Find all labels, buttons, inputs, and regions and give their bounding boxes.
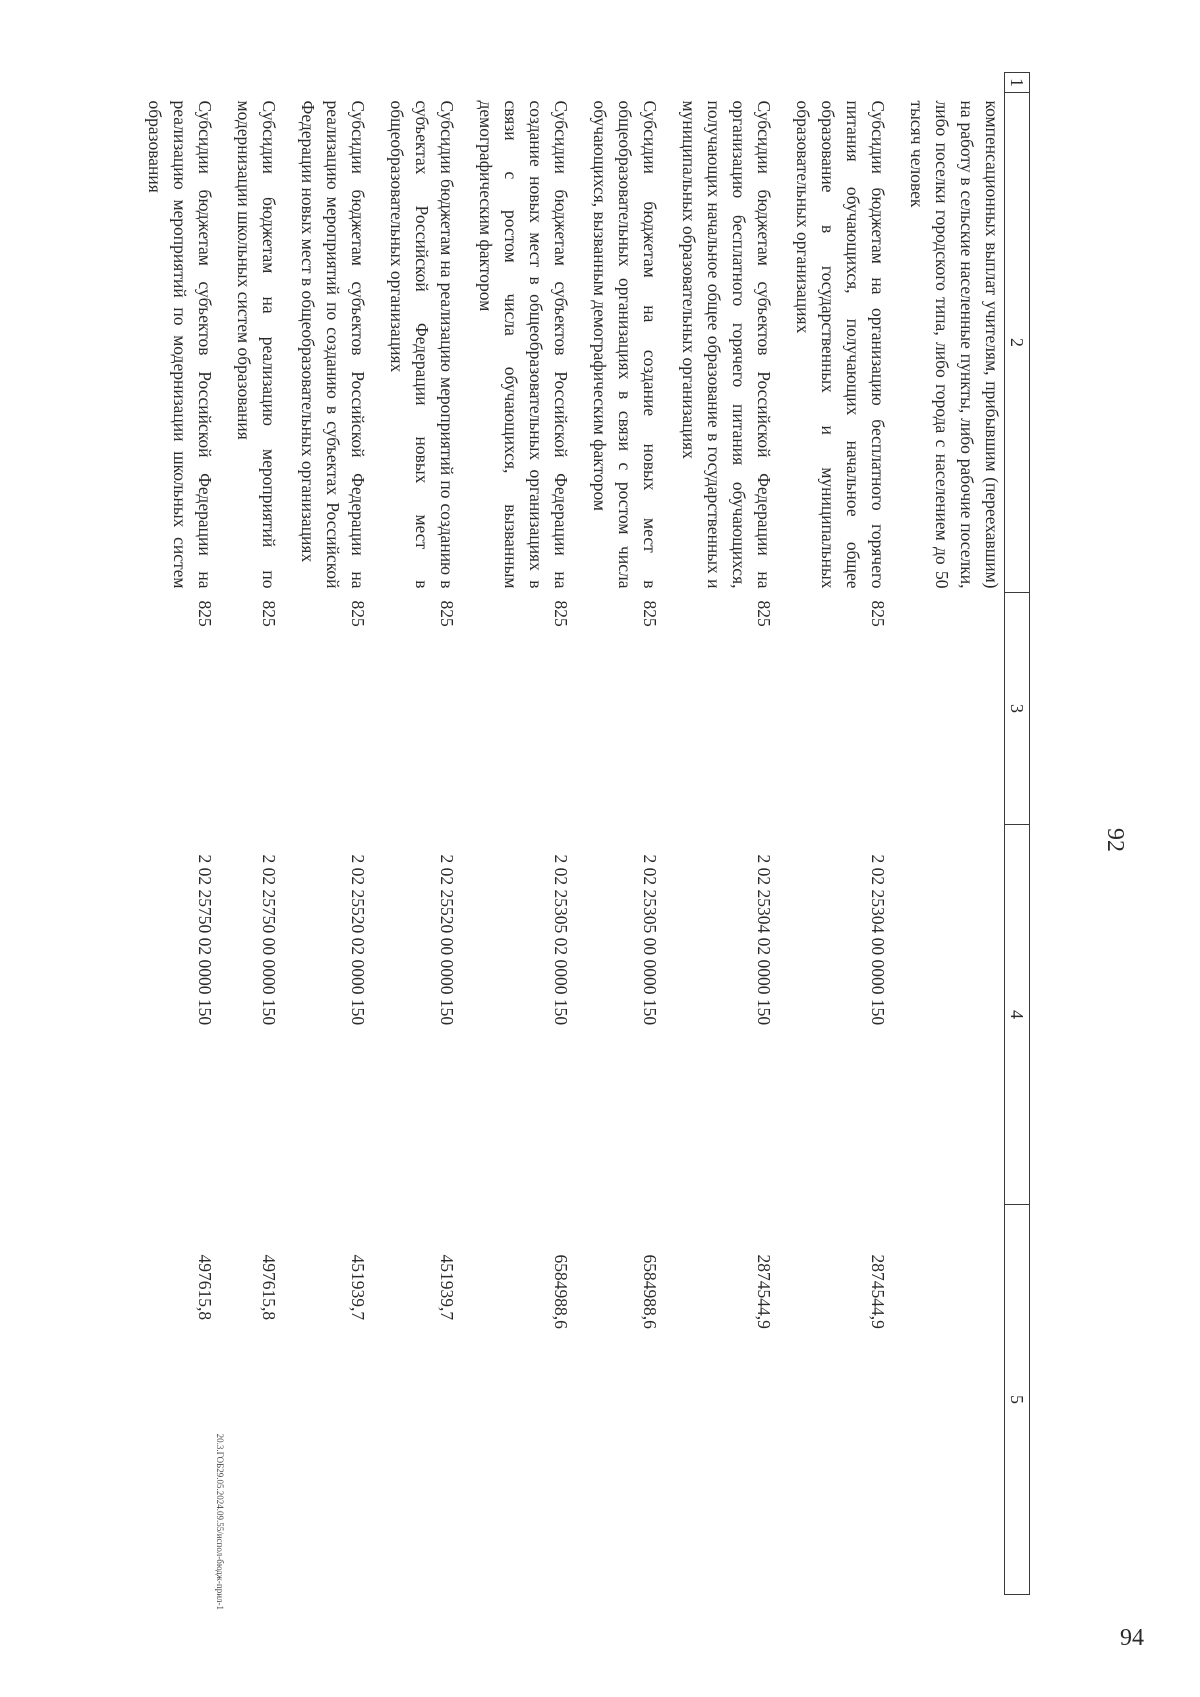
row-amount: 6584988,6 [640, 1254, 660, 1329]
row-index-cell [776, 73, 890, 93]
row-index-cell [128, 73, 217, 93]
row-amount: 497615,8 [195, 1254, 215, 1321]
row-description: Субсидии бюджетам на организацию бесплатного горячего питания обучающихся, получающих начальное общее образование в государственных и муниципальных образовательных организациях [793, 100, 888, 589]
table-row [128, 73, 217, 1595]
row-description: Субсидии бюджетам на реализацию мероприятий по созданию в субъектах Российской Федерации новых мест в общеобразовательных организациях [387, 100, 457, 589]
row-code: 825 [551, 600, 571, 627]
row-amount: 497615,8 [259, 1254, 279, 1321]
table-header-row [1005, 73, 1030, 1595]
header-col-5: 5 [1005, 1205, 1030, 1595]
header-col-3: 3 [1005, 593, 1030, 825]
row-kbk: 2 02 25750 00 0000 150 [259, 854, 279, 1026]
budget-table [128, 72, 1030, 1595]
row-index-cell [662, 73, 776, 93]
header-col-4: 4 [1005, 825, 1030, 1205]
row-kbk: 2 02 25750 02 0000 150 [195, 854, 215, 1026]
row-code: 825 [259, 600, 279, 627]
row-description: Субсидии бюджетам субъектов Российской Федерации на создание новых мест в общеобразовательных организациях в связи с ростом числа обучающихся, вызванным демографическим фактором [476, 100, 571, 589]
footer-stamp: 20.3.ГОБ29.05.2024.09.55/испол-бюдж-прил-1 [215, 1433, 225, 1610]
table-row [217, 73, 281, 1595]
row-kbk: 2 02 25520 02 0000 150 [348, 854, 368, 1026]
row-index-cell [573, 73, 662, 93]
row-description: Субсидии бюджетам субъектов Российской Федерации на реализацию мероприятий по созданию в субъектах Российской Федерации новых мест в общеобразовательных организациях [298, 100, 368, 589]
table-row [281, 73, 370, 1595]
table-row [459, 73, 573, 1595]
row-amount: 2874544,9 [868, 1254, 888, 1329]
row-kbk: 2 02 25305 02 0000 150 [551, 854, 571, 1026]
row-index-cell [217, 73, 281, 93]
row-code: 825 [868, 600, 888, 627]
row-amount [890, 1205, 1005, 1595]
row-code: 825 [195, 600, 215, 627]
row-description: Субсидии бюджетам на создание новых мест в общеобразовательных организациях в связи с ростом числа обучающихся, вызванным демографическим фактором [590, 100, 660, 589]
row-kbk: 2 02 25304 00 0000 150 [868, 854, 888, 1026]
row-code: 825 [640, 600, 660, 627]
table-row [662, 73, 776, 1595]
row-code: 825 [348, 600, 368, 627]
header-col-2: 2 [1005, 93, 1030, 593]
row-amount: 451939,7 [437, 1254, 457, 1321]
row-kbk: 2 02 25520 00 0000 150 [437, 854, 457, 1026]
row-code [890, 593, 1005, 825]
table-row [370, 73, 459, 1595]
row-description: компенсационных выплат учителям, прибывшим (переехавшим) на работу в сельские населенные пункты, либо рабочие поселки, либо поселки городского типа, либо города с населением до 50 тысяч человек [907, 100, 1002, 589]
row-kbk: 2 02 25305 00 0000 150 [640, 854, 660, 1026]
row-amount: 451939,7 [348, 1254, 368, 1321]
table-row [890, 73, 1005, 1595]
table-row [776, 73, 890, 1595]
row-index-cell [281, 73, 370, 93]
rotated-page [145, 60, 1150, 1620]
sheet-number: 94 [1120, 1625, 1144, 1651]
row-code: 825 [754, 600, 774, 627]
row-kbk [890, 825, 1005, 1205]
row-kbk: 2 02 25304 02 0000 150 [754, 854, 774, 1026]
row-amount: 2874544,9 [754, 1254, 774, 1329]
page-number: 92 [1102, 828, 1128, 852]
row-index-cell [370, 73, 459, 93]
table-row [573, 73, 662, 1595]
row-amount: 6584988,6 [551, 1254, 571, 1329]
row-index-cell [459, 73, 573, 93]
row-description: Субсидии бюджетам субъектов Российской Федерации на организацию бесплатного горячего питания обучающихся, получающих начальное общее образование в государственных и муниципальных образовательных организациях [679, 100, 774, 589]
row-code: 825 [437, 600, 457, 627]
row-description: Субсидии бюджетам на реализацию мероприятий по модернизации школьных систем образования [234, 100, 279, 589]
header-col-1: 1 [1005, 73, 1030, 93]
row-description: Субсидии бюджетам субъектов Российской Федерации на реализацию мероприятий по модернизации школьных систем образования [145, 100, 215, 589]
row-index-cell [890, 73, 1005, 93]
